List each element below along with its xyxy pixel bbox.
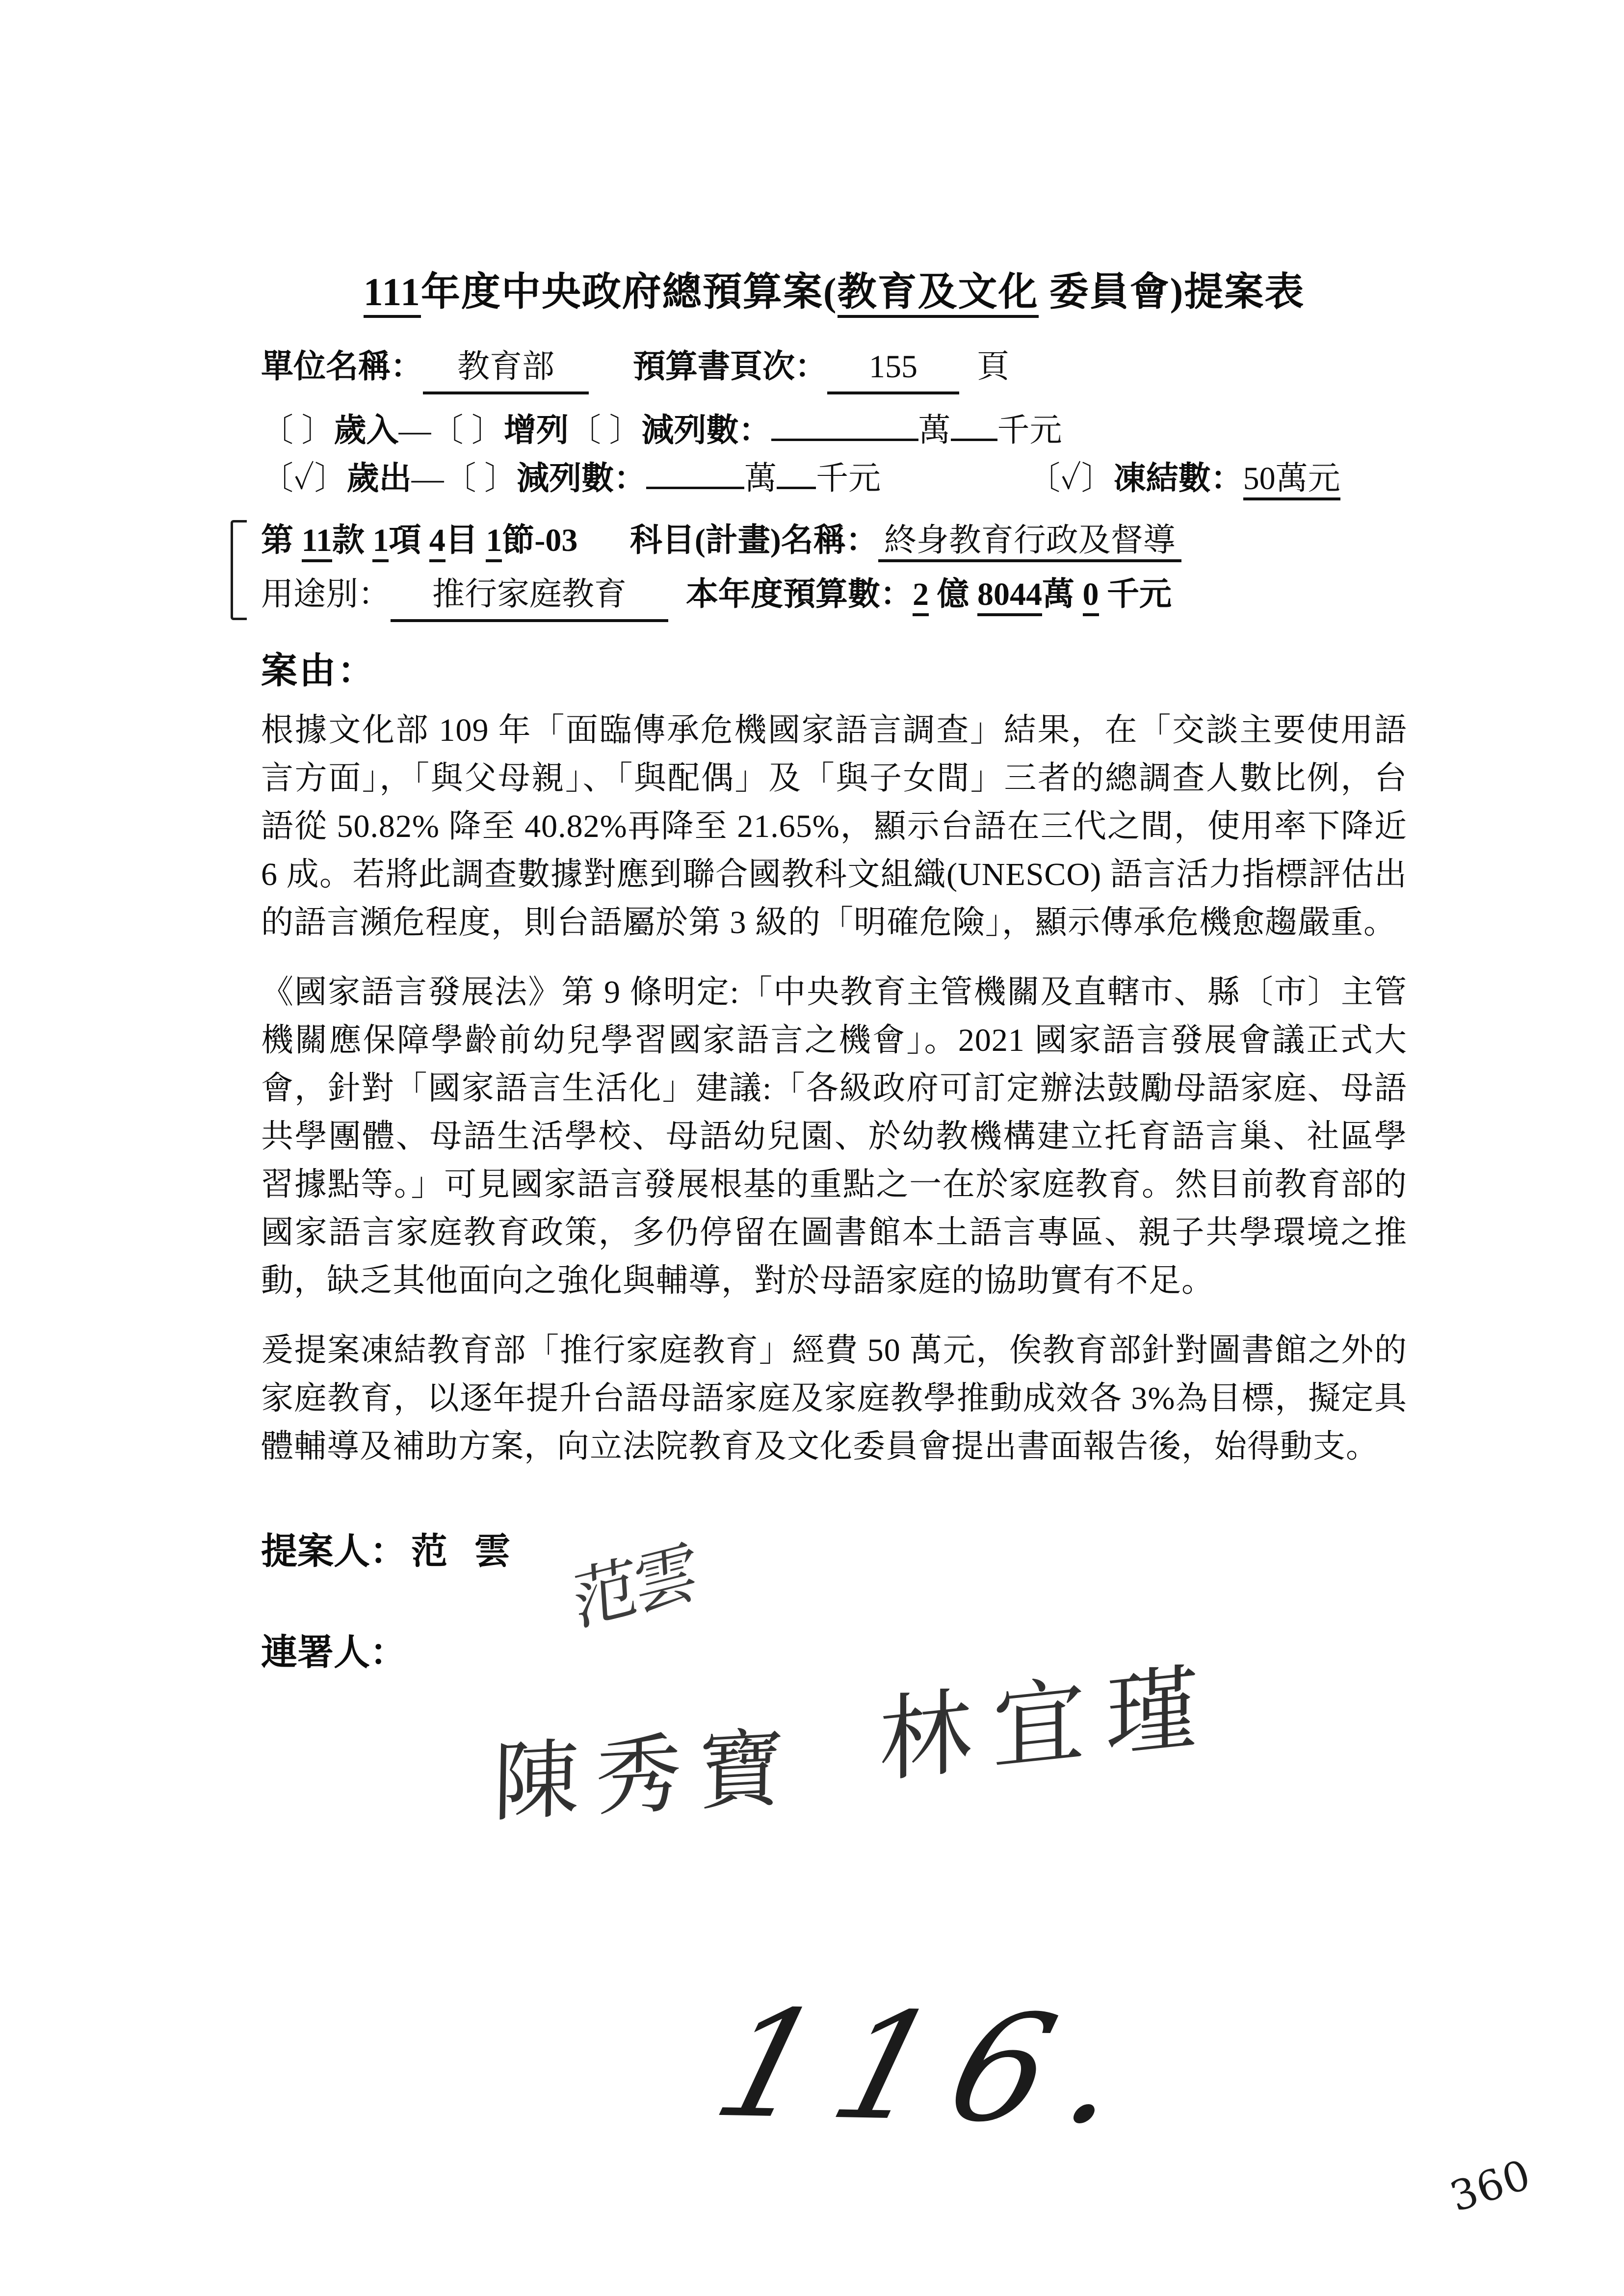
freeze-checkbox-checked: 〔✓〕 xyxy=(1028,461,1114,496)
expenditure-checkbox-checked: 〔✓〕 xyxy=(261,461,347,496)
case-paragraph-1: 根據文化部 109 年「面臨傳承危機國家語言調查」結果，在「交談主要使用語言方面」，「與父母親」、「與配偶」及「與子女間」三者的總調查人數比例，台語從 50.82% 降至 40.82%再降至 21.65%，顯示台語在三代之間，使用率下降近 6 成。若將此調查數據對應到聯合國教科文組織(UNESCO) 語言活力指標評估出的語言瀕危程度，則台語屬於第 3 級的「明確危險」，顯示傳承危機愈趨嚴重。 xyxy=(261,712,1407,940)
item-mu-unit: 目 xyxy=(445,522,478,558)
document-sheet xyxy=(261,265,1407,1680)
cosigner-signature-chen: 陳秀寶 xyxy=(492,1718,802,1834)
item-code: -03 xyxy=(534,522,578,558)
cosigner-row xyxy=(261,1626,1407,1680)
expenditure-thousand-blank xyxy=(777,457,816,489)
case-heading: 案由： xyxy=(261,651,376,691)
proposer-name: 范 雲 xyxy=(411,1532,520,1572)
expenditure-cut-label: 減列數： xyxy=(517,461,647,496)
expenditure-row xyxy=(261,455,1407,502)
revenue-add-label: 增列 xyxy=(504,413,569,448)
revenue-cut-label: 減列數： xyxy=(641,413,771,448)
revenue-qianyuan-unit: 千元 xyxy=(997,413,1062,448)
item-xiang-unit: 項 xyxy=(389,522,421,558)
revenue-dash: — xyxy=(398,413,431,448)
budget-wan-unit: 萬 xyxy=(1042,576,1074,612)
revenue-checkbox: 〔 〕 xyxy=(261,413,334,448)
freeze-value: 50萬元 xyxy=(1243,461,1340,500)
item-mu-number: 4 xyxy=(429,522,445,562)
unit-value: 教育部 xyxy=(423,343,589,394)
revenue-row xyxy=(261,407,1407,454)
expenditure-dash: — xyxy=(411,461,444,496)
budget-page-value: 155 xyxy=(827,343,959,394)
budget-page-unit: 頁 xyxy=(977,349,1009,385)
budget-item-row xyxy=(261,517,1407,564)
budget-page-label: 預算書頁次： xyxy=(633,349,827,385)
subject-value: 終身教育行政及督導 xyxy=(878,522,1181,562)
expenditure-qianyuan-unit: 千元 xyxy=(816,461,881,496)
item-kuan-number: 11 xyxy=(302,522,332,562)
item-xiang-number: 1 xyxy=(372,522,389,562)
proposer-label: 提案人： xyxy=(261,1532,406,1572)
expenditure-amount-blank xyxy=(646,457,744,489)
item-jie-number: 1 xyxy=(486,522,502,562)
revenue-cut-checkbox: 〔 〕 xyxy=(569,413,642,448)
subject-label: 科目(計畫)名稱： xyxy=(629,522,878,558)
usage-label: 用途別： xyxy=(261,576,391,612)
case-paragraph-2: 《國家語言發展法》第 9 條明定:「中央教育主管機關及直轄市、縣〔市〕主管機關應保障學齡前幼兒學習國家語言之機會」。2021 國家語言發展會議正式大會，針對「國家語言生活化」建議:「各級政府可訂定辦法鼓勵母語家庭、母語共學團體、母語生活學校、母語幼兒園、於幼教機構建立托育語言巢、社區學習據點等。」可見國家語言發展根基的重點之一在於家庭教育。然目前教育部的國家語言家庭教育政策，多仍停留在圖書館本土語言專區、親子共學環境之推動，缺乏其他面向之強化與輔導，對於母語家庭的協助實有不足。 xyxy=(261,974,1407,1299)
handwritten-page-number: 116. xyxy=(699,1978,1165,2157)
proposer-signature-handwriting: 范雲 xyxy=(571,1533,697,1641)
cosigner-signature-lin: 林宜瑾 xyxy=(879,1651,1219,1796)
item-prefix: 第 xyxy=(261,522,293,558)
usage-value: 推行家庭教育 xyxy=(391,571,668,622)
expenditure-wan-unit: 萬 xyxy=(744,461,777,496)
unit-label: 單位名稱： xyxy=(261,349,423,385)
case-paragraph-3: 爰提案凍結教育部「推行家庭教育」經費 50 萬元，俟教育部針對圖書館之外的家庭教育，以逐年提升台語母語家庭及家庭教學推動成效各 3%為目標，擬定具體輔導及補助方案，向立法院教育及文化委員會提出書面報告後，始得動支。 xyxy=(261,1332,1407,1464)
budget-wan-value: 8044 xyxy=(977,576,1042,616)
document-title xyxy=(261,265,1407,320)
expenditure-cut-checkbox: 〔 〕 xyxy=(444,461,517,496)
revenue-amount-blank xyxy=(771,409,918,441)
freeze-label: 凍結數： xyxy=(1113,461,1243,496)
annual-budget-label: 本年度預算數： xyxy=(686,576,913,612)
item-kuan-unit: 款 xyxy=(332,522,365,558)
revenue-thousand-blank xyxy=(951,409,997,441)
expenditure-label: 歲出 xyxy=(346,461,412,496)
title-mid: 年度中央政府總預算案( xyxy=(420,271,838,314)
budget-item-bracket-group xyxy=(261,517,1407,622)
budget-yi-unit: 億 xyxy=(937,576,969,612)
budget-qian-unit: 千元 xyxy=(1107,576,1172,612)
unit-row xyxy=(261,343,1407,394)
revenue-label: 歲入 xyxy=(334,413,399,448)
title-committee: 教育及文化 xyxy=(838,271,1039,318)
proposer-row xyxy=(261,1525,1407,1579)
handwritten-corner-mark: 360 xyxy=(1444,2150,1537,2221)
revenue-wan-unit: 萬 xyxy=(918,413,951,448)
title-tail: 委員會)提案表 xyxy=(1038,271,1305,314)
budget-qian-value: 0 xyxy=(1083,576,1099,616)
revenue-add-checkbox: 〔 〕 xyxy=(431,413,504,448)
budget-yi-value: 2 xyxy=(913,576,929,616)
item-jie-unit: 節 xyxy=(502,522,535,558)
cosigner-label: 連署人： xyxy=(261,1633,406,1673)
title-year: 111 xyxy=(364,271,421,318)
usage-row xyxy=(261,571,1407,622)
